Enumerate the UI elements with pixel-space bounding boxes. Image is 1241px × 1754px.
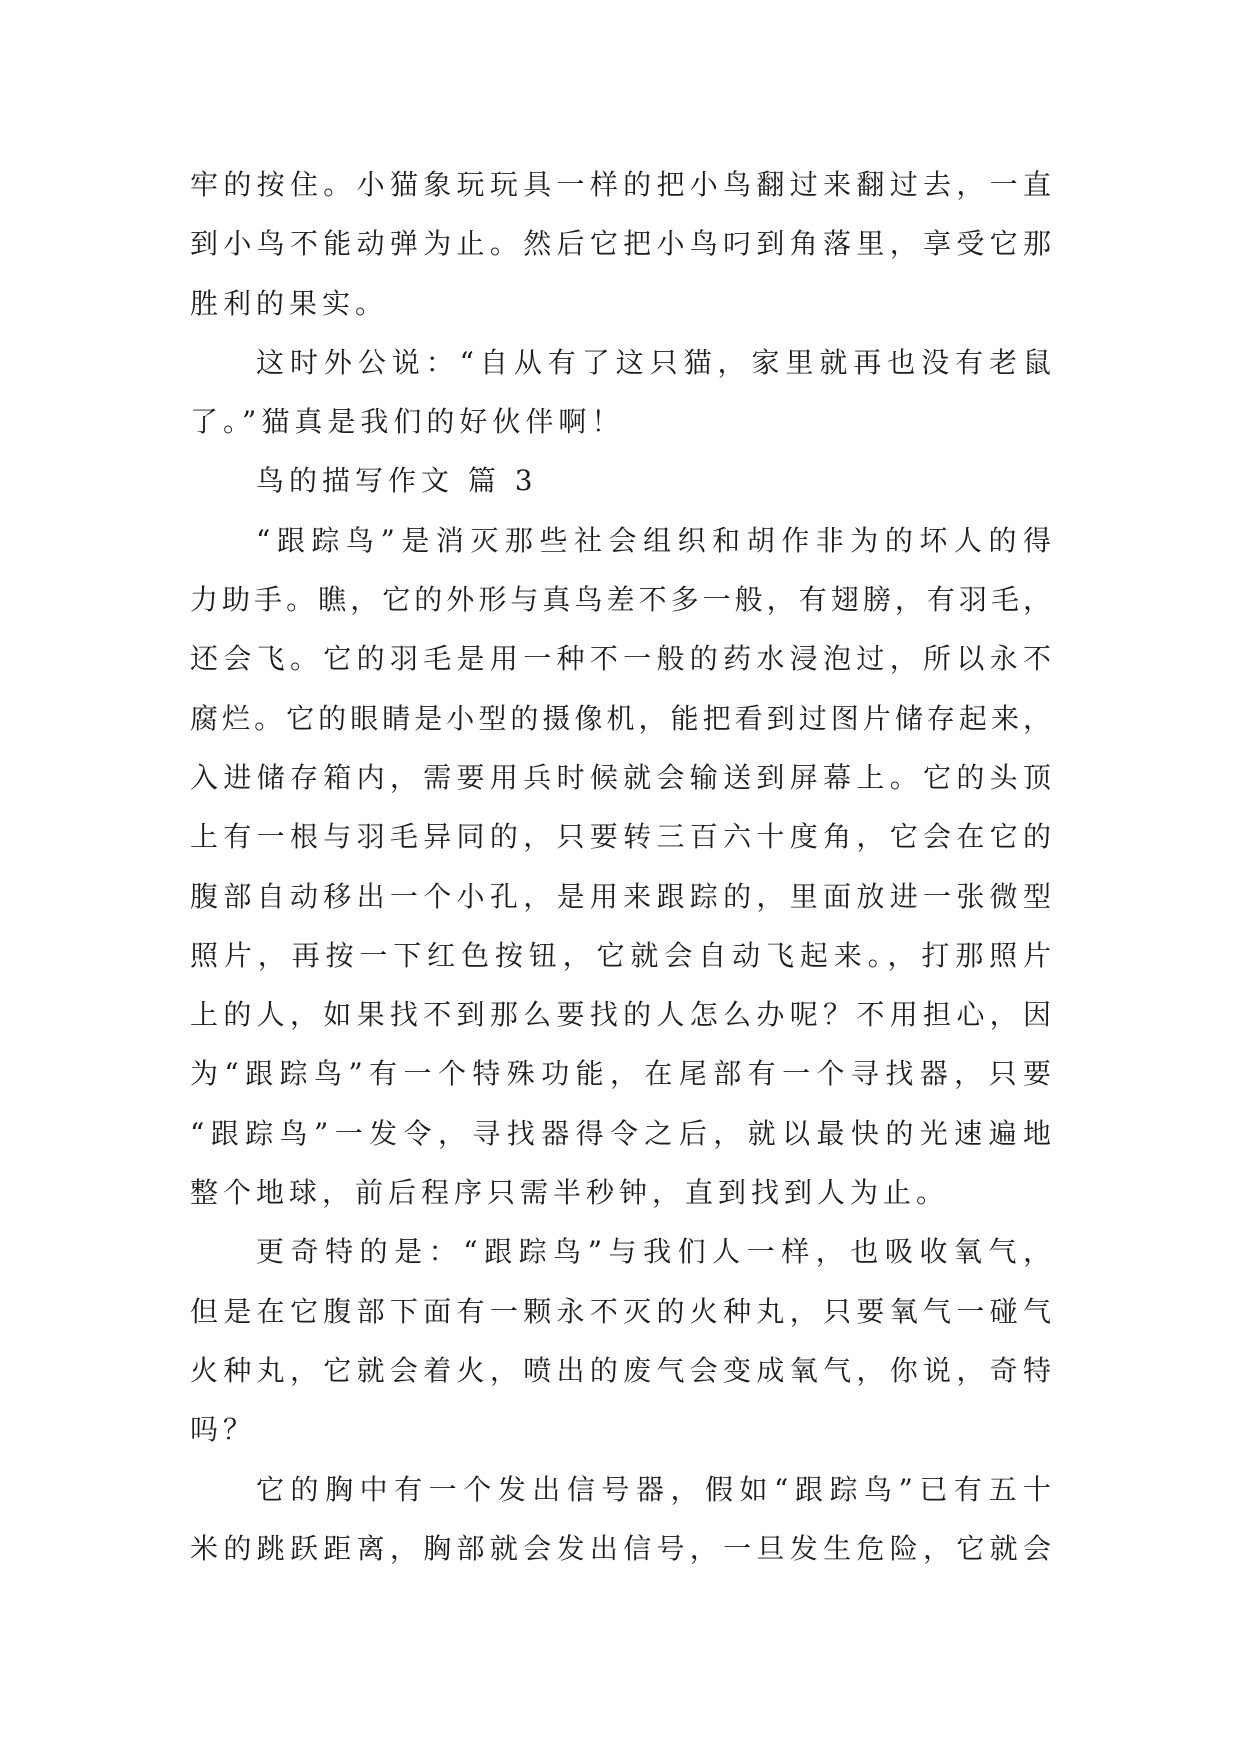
- text-line: 照片，再按一下红色按钮，它就会自动飞起来。，打那照片: [190, 938, 1051, 972]
- paragraph: [190, 511, 1051, 1223]
- text-line: “跟踪鸟”一发令，寻找器得令之后，就以最快的光速遍地: [190, 1116, 1051, 1150]
- section-title-text: 鸟的描写作文 篇 3: [256, 464, 538, 498]
- document-body: [190, 155, 1051, 1578]
- text-line: 它的胸中有一个发出信号器，假如“跟踪鸟”已有五十: [256, 1472, 1051, 1506]
- text-line: 牢的按住。小猫象玩玩具一样的把小鸟翻过来翻过去，一直: [190, 168, 1051, 201]
- text-line: 了。”猫真是我们的好伙伴啊！: [190, 405, 625, 439]
- text-line: 更奇特的是：“跟踪鸟”与我们人一样，也吸收氧气，: [256, 1235, 1051, 1269]
- text-line: 腹部自动移出一个小孔，是用来跟踪的，里面放进一张微型: [190, 879, 1051, 913]
- text-line: 上有一根与羽毛异同的，只要转三百六十度角，它会在它的: [190, 820, 1051, 854]
- text-line: 火种丸，它就会着火，喷出的废气会变成氧气，你说，奇特: [190, 1353, 1051, 1387]
- paragraph: [190, 333, 1051, 452]
- paragraph: [190, 1460, 1051, 1579]
- text-line: 力助手。瞧，它的外形与真鸟差不多一般，有翅膀，有羽毛，: [190, 583, 1051, 617]
- text-line: 为“跟踪鸟”有一个特殊功能，在尾部有一个寻找器，只要: [190, 1057, 1051, 1091]
- text-line: 这时外公说：“自从有了这只猫，家里就再也没有老鼠: [256, 345, 1051, 379]
- text-line: 腐烂。它的眼睛是小型的摄像机，能把看到过图片储存起来，: [190, 701, 1051, 735]
- text-line: “跟踪鸟”是消灭那些社会组织和胡作非为的坏人的得: [256, 523, 1051, 557]
- text-line: 到小鸟不能动弹为止。然后它把小鸟叼到角落里，享受它那: [190, 227, 1051, 261]
- text-line: 但是在它腹部下面有一颗永不灭的火种丸，只要氧气一碰气: [190, 1294, 1051, 1328]
- text-line: 吗？: [190, 1413, 257, 1447]
- text-line: 整个地球，前后程序只需半秒钟，直到找到人为止。: [190, 1176, 950, 1210]
- paragraph: [190, 155, 1051, 333]
- text-line: 入进储存箱内，需要用兵时候就会输送到屏幕上。它的头顶: [190, 760, 1051, 794]
- text-line: 还会飞。它的羽毛是用一种不一般的药水浸泡过，所以永不: [190, 642, 1051, 676]
- paragraph: [190, 1222, 1051, 1459]
- text-line: 米的跳跃距离，胸部就会发出信号，一旦发生危险，它就会: [190, 1531, 1051, 1565]
- section-title: [190, 451, 1051, 510]
- text-line: 胜利的果实。: [190, 286, 389, 320]
- text-line: 上的人，如果找不到那么要找的人怎么办呢？不用担心，因: [190, 998, 1051, 1032]
